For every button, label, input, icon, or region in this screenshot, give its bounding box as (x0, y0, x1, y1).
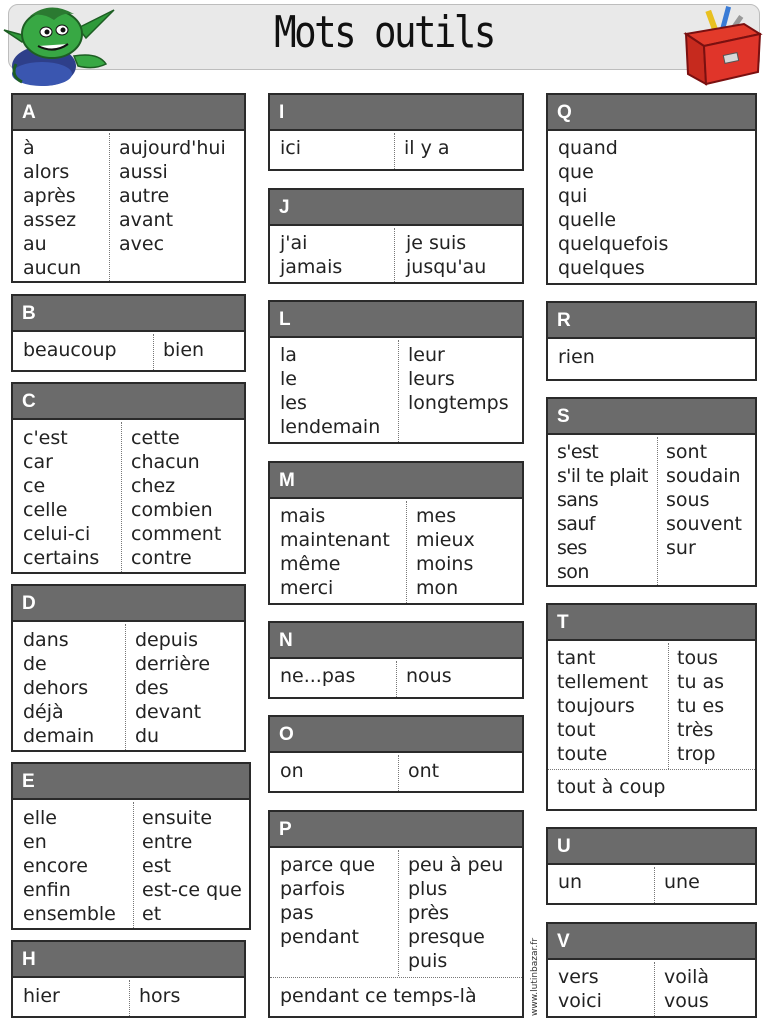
word: jamais (280, 256, 343, 278)
word: aussi (119, 161, 168, 183)
section-a (11, 93, 246, 283)
word: mais (280, 505, 326, 527)
section-e-col1 (23, 806, 116, 926)
word: mes (416, 505, 457, 527)
word: souvent (666, 513, 742, 535)
divider (654, 867, 655, 903)
word: mieux (416, 529, 475, 551)
section-e-header: E (13, 764, 249, 800)
section-s (546, 397, 757, 587)
word: parfois (280, 878, 346, 900)
word: elle (23, 807, 57, 829)
word: car (23, 451, 53, 473)
word: demain (23, 725, 95, 747)
word: ont (408, 760, 440, 782)
section-p-col1 (280, 853, 375, 949)
section-d-header: D (13, 586, 244, 622)
word: ne...pas (280, 665, 356, 687)
section-j-col2 (406, 231, 486, 279)
word: de (23, 653, 47, 675)
word: vers (558, 966, 599, 988)
word: leur (408, 344, 445, 366)
word: quelquefois (558, 233, 669, 255)
section-h-header: H (13, 942, 244, 978)
section-n-col1 (280, 664, 355, 688)
word: autre (119, 185, 170, 207)
word: j'ai (280, 232, 308, 254)
word: combien (131, 499, 213, 521)
section-u-col1 (558, 870, 582, 894)
section-o-col2 (408, 759, 439, 783)
section-q-header: Q (548, 95, 755, 131)
section-t-col2 (677, 646, 724, 766)
section-s-col1 (557, 440, 648, 584)
word: près (408, 902, 450, 924)
divider (396, 661, 397, 697)
word: les (280, 392, 307, 414)
section-i-col2 (404, 136, 450, 160)
word: ce (23, 475, 46, 497)
word: il y a (404, 137, 450, 159)
divider (270, 977, 522, 978)
word: soudain (666, 465, 741, 487)
divider (153, 334, 154, 370)
divider (125, 624, 126, 750)
word: enfin (23, 879, 71, 901)
word: quelle (558, 209, 617, 231)
section-e-col2 (142, 806, 242, 926)
word: celle (23, 499, 68, 521)
word: presque (408, 926, 485, 948)
word: quand (558, 137, 618, 159)
word: puis (408, 950, 448, 972)
section-o-header: O (270, 717, 522, 753)
word: moins (416, 553, 474, 575)
word: contre (131, 547, 192, 569)
section-v (546, 922, 757, 1018)
section-n (268, 621, 524, 699)
word: tellement (557, 671, 649, 693)
word: c'est (23, 427, 68, 449)
section-i-col1 (280, 136, 301, 160)
divider (548, 769, 755, 770)
word: dans (23, 629, 69, 651)
word: bien (163, 339, 205, 361)
section-u-col2 (664, 870, 700, 894)
word: sur (666, 537, 696, 559)
section-l-header: L (270, 302, 522, 338)
section-q-col1 (558, 136, 668, 280)
section-m (268, 461, 524, 605)
word: même (280, 553, 341, 575)
word: s'il te plait (557, 465, 648, 487)
word: mon (416, 577, 459, 599)
divider (121, 422, 122, 572)
word: cette (131, 427, 180, 449)
word: ensemble (23, 903, 116, 925)
word: hier (23, 985, 60, 1007)
website-credit (523, 925, 543, 1015)
section-v-col2 (664, 965, 709, 1013)
word: ici (280, 137, 302, 159)
word: pendant (280, 926, 359, 948)
section-d-col1 (23, 628, 94, 748)
section-h (11, 940, 246, 1018)
word: encore (23, 855, 88, 877)
word: entre (142, 831, 193, 853)
word: trop (677, 743, 716, 765)
page-title: Mots outils (274, 7, 494, 58)
section-p-footer (280, 984, 477, 1008)
section-e (11, 762, 251, 930)
word: leurs (408, 368, 455, 390)
section-n-header: N (270, 623, 522, 659)
section-v-col1 (558, 965, 602, 1013)
word: ses (557, 537, 587, 559)
word: tout à coup (557, 776, 666, 798)
section-q (546, 93, 757, 285)
word: dehors (23, 677, 89, 699)
section-j-col1 (280, 231, 342, 279)
word: hors (139, 985, 181, 1007)
word: derrière (135, 653, 211, 675)
section-l-col2 (408, 343, 509, 415)
word: tu as (677, 671, 725, 693)
word: devant (135, 701, 202, 723)
word: on (280, 760, 304, 782)
section-r (546, 301, 757, 381)
section-v-header: V (548, 924, 755, 960)
word: un (558, 871, 583, 893)
word: lendemain (280, 416, 381, 438)
word: pas (280, 902, 314, 924)
divider (654, 962, 655, 1016)
section-t-footer (557, 775, 665, 799)
section-a-col2 (119, 136, 226, 256)
toolbox-icon (680, 4, 764, 88)
word: que (558, 161, 594, 183)
section-m-header: M (270, 463, 522, 499)
word: avec (119, 233, 165, 255)
word: tant (557, 647, 596, 669)
word: après (23, 185, 76, 207)
section-c-col2 (131, 426, 221, 570)
word: voilà (664, 966, 710, 988)
section-r-col1 (558, 345, 595, 369)
section-o-col1 (280, 759, 304, 783)
word: en (23, 831, 47, 853)
section-o (268, 715, 524, 793)
word: sauf (557, 513, 595, 535)
word: merci (280, 577, 334, 599)
word: déjà (23, 701, 64, 723)
divider (129, 980, 130, 1016)
divider (406, 501, 407, 603)
word: assez (23, 209, 77, 231)
word: est (142, 855, 172, 877)
word: comment (131, 523, 222, 545)
section-b-header: B (13, 296, 244, 332)
section-n-col2 (406, 664, 452, 688)
section-r-header: R (548, 303, 755, 339)
word: avant (119, 209, 174, 231)
word: une (664, 871, 700, 893)
section-b-col1 (23, 338, 117, 362)
word: son (557, 561, 589, 583)
word: je suis (406, 232, 467, 254)
word: chez (131, 475, 176, 497)
section-u (546, 827, 757, 905)
word: la (280, 344, 297, 366)
section-i (268, 93, 524, 171)
divider (394, 228, 395, 282)
word: peu à peu (408, 854, 504, 876)
section-u-header: U (548, 829, 755, 865)
word: chacun (131, 451, 200, 473)
section-t (546, 603, 757, 811)
section-j-header: J (270, 190, 522, 226)
goblin-mascot-icon (2, 2, 122, 88)
divider (398, 340, 399, 442)
word: nous (406, 665, 452, 687)
section-c (11, 382, 246, 574)
section-c-header: C (13, 384, 244, 420)
section-p-col2 (408, 853, 503, 973)
section-h-col1 (23, 984, 60, 1008)
word: maintenant (280, 529, 390, 551)
word: le (280, 368, 297, 390)
word: aujourd'hui (119, 137, 226, 159)
word: rien (558, 346, 595, 368)
word: sont (666, 441, 708, 463)
word: des (135, 677, 169, 699)
section-p-header: P (270, 812, 522, 848)
word: vous (664, 990, 709, 1012)
section-d-col2 (135, 628, 210, 748)
section-t-col1 (557, 646, 648, 766)
section-h-col2 (139, 984, 180, 1008)
word: toujours (557, 695, 635, 717)
section-c-col1 (23, 426, 99, 570)
divider (398, 850, 399, 976)
word: sans (557, 489, 599, 511)
word: jusqu'au (406, 256, 487, 278)
divider (394, 133, 395, 169)
section-m-col2 (416, 504, 475, 600)
divider (398, 755, 399, 791)
word: celui-ci (23, 523, 91, 545)
word: voici (558, 990, 602, 1012)
section-i-header: I (270, 95, 522, 131)
word: tous (677, 647, 719, 669)
section-s-col2 (666, 440, 742, 560)
word: du (135, 725, 160, 747)
word: s'est (557, 441, 599, 463)
word: toute (557, 743, 608, 765)
section-b (11, 294, 246, 372)
section-a-col1 (23, 136, 81, 280)
word: alors (23, 161, 70, 183)
word: au (23, 233, 47, 255)
word: tu es (677, 695, 725, 717)
word: pendant ce temps-là (280, 985, 477, 1007)
divider (109, 133, 110, 281)
section-l (268, 300, 524, 444)
word: plus (408, 878, 448, 900)
word: et (142, 903, 162, 925)
section-s-header: S (548, 399, 755, 435)
word: quelques (558, 257, 645, 279)
word: très (677, 719, 714, 741)
word: parce que (280, 854, 376, 876)
section-j (268, 188, 524, 284)
word: est-ce que (142, 879, 242, 901)
word: à (23, 137, 35, 159)
word: aucun (23, 257, 82, 279)
website-text: www.lutinbazar.fr (530, 937, 540, 1016)
divider (133, 802, 134, 928)
section-p (268, 810, 524, 1018)
word: tout (557, 719, 596, 741)
divider (668, 643, 669, 769)
word: sous (666, 489, 710, 511)
word: ensuite (142, 807, 213, 829)
section-m-col1 (280, 504, 390, 600)
section-a-header: A (13, 95, 244, 131)
word: depuis (135, 629, 199, 651)
section-b-col2 (163, 338, 204, 362)
divider (657, 437, 658, 585)
word: longtemps (408, 392, 509, 414)
word: certains (23, 547, 100, 569)
word: qui (558, 185, 588, 207)
section-l-col1 (280, 343, 380, 439)
section-d (11, 584, 246, 752)
section-t-header: T (548, 605, 755, 641)
word: beaucoup (23, 339, 117, 361)
